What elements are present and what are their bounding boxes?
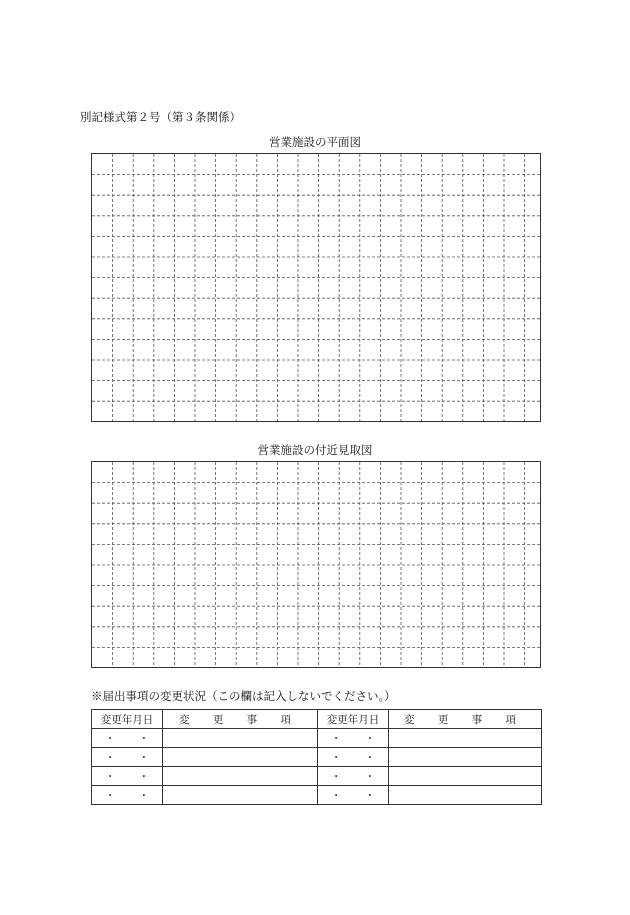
table-row: [92, 729, 542, 748]
change-date-cell[interactable]: ・ ・: [92, 729, 163, 748]
change-item-cell[interactable]: [389, 748, 542, 767]
change-date-cell[interactable]: ・ ・: [318, 729, 389, 748]
table-row: [92, 767, 542, 786]
floor-plan-grid: [91, 153, 541, 422]
change-date-cell[interactable]: ・ ・: [318, 748, 389, 767]
change-item-cell[interactable]: [163, 767, 318, 786]
floor-plan-grid-lines: [92, 154, 540, 421]
change-item-cell[interactable]: [389, 767, 542, 786]
vicinity-map-grid: [91, 461, 541, 668]
change-item-cell[interactable]: [163, 748, 318, 767]
vicinity-map-title: 営業施設の付近見取図: [257, 443, 373, 457]
floor-plan-title: 営業施設の平面図: [269, 135, 361, 149]
table-row: [92, 786, 542, 805]
change-history-table: [91, 709, 542, 805]
change-item-cell[interactable]: [163, 729, 318, 748]
change-item-cell[interactable]: [389, 729, 542, 748]
change-item-cell[interactable]: [163, 786, 318, 805]
header-change-item-1: 変 更 事 項: [163, 710, 318, 729]
change-date-cell[interactable]: ・ ・: [318, 786, 389, 805]
change-item-cell[interactable]: [389, 786, 542, 805]
table-row: [92, 748, 542, 767]
form-label: 別記様式第２号（第３条関係）: [80, 110, 241, 124]
change-date-cell[interactable]: ・ ・: [92, 748, 163, 767]
header-change-date-2: 変更年月日: [318, 710, 389, 729]
vicinity-map-grid-lines: [92, 462, 540, 667]
change-date-cell[interactable]: ・ ・: [92, 786, 163, 805]
change-note: ※届出事項の変更状況（この欄は記入しないでください。）: [91, 689, 396, 703]
change-date-cell[interactable]: ・ ・: [92, 767, 163, 786]
header-change-date-1: 変更年月日: [92, 710, 163, 729]
table-header-row: [92, 710, 542, 729]
header-change-item-2: 変 更 事 項: [389, 710, 542, 729]
change-date-cell[interactable]: ・ ・: [318, 767, 389, 786]
